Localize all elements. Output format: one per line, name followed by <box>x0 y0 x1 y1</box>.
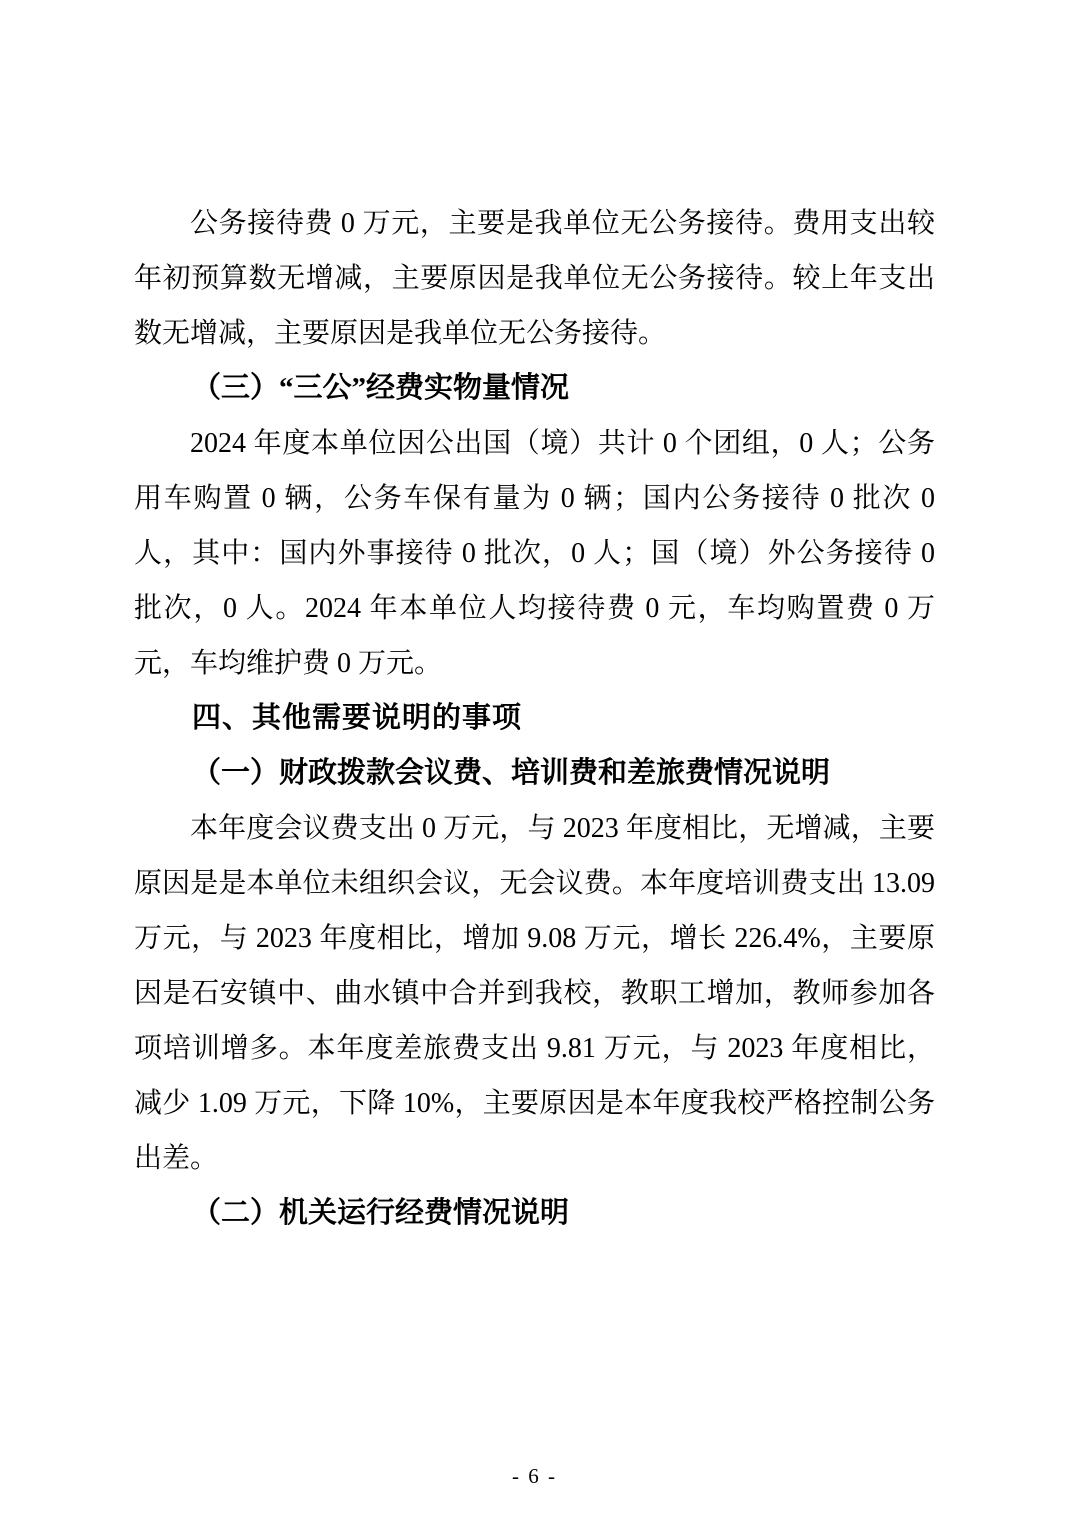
paragraph-meeting-training-travel: 本年度会议费支出 0 万元，与 2023 年度相比，无增减，主要原因是是本单位未组织会议，无会议费。本年度培训费支出 13.09 万元，与 2023 年度相比，增加 9.08 万元，增长 226.4%，主要原因是石安镇中、曲水镇中合并到我校，教职工增加，教师参加各项培训增多。本年度差旅费支出 9.81 万元，与 2023 年度相比，减少 1.09 万元，下降 10%，主要原因是本年度我校严格控制公务出差。 <box>134 813 935 1174</box>
paragraph-reception-expense: 公务接待费 0 万元，主要是我单位无公务接待。费用支出较年初预算数无增减，主要原因是我单位无公务接待。较上年支出数无增减，主要原因是我单位无公务接待。 <box>134 208 935 349</box>
heading-section-three-physical-quantity: （三）“三公”经费实物量情况 <box>192 372 570 404</box>
paragraph-physical-quantity: 2024 年度本单位因公出国（境）共计 0 个团组，0 人；公务用车购置 0 辆，公务车保有量为 0 辆；国内公务接待 0 批次 0 人，其中：国内外事接待 0 批次，0 人；国（境）外公务接待 0 批次，0 人。2024 年本单位人均接待费 0 元，车均购置费 0 万元，车均维护费 0 万元。 <box>134 428 935 679</box>
page-number: - 6 - <box>512 1464 557 1488</box>
document-content <box>134 196 935 1241</box>
heading-part-four-other-items: 四、其他需要说明的事项 <box>192 702 523 734</box>
heading-section-four-one-fees: （一）财政拨款会议费、培训费和差旅费情况说明 <box>192 757 831 789</box>
heading-section-four-two-operating-funds: （二）机关运行经费情况说明 <box>192 1197 570 1229</box>
